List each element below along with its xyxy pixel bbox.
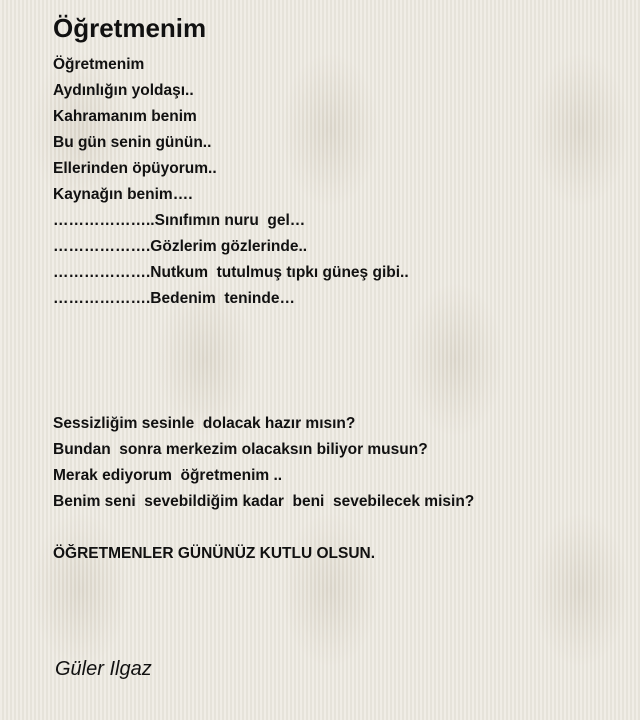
stanza-2 [53, 411, 474, 515]
poem-line: Merak ediyorum öğretmenim .. [53, 467, 283, 484]
stanza-1 [53, 52, 409, 312]
poem-line: Bundan sonra merkezim olacaksın biliyor musun? [53, 441, 428, 458]
poem-line: ………………..Sınıfımın nuru gel… [53, 212, 306, 229]
poem-line: Kahramanım benim [53, 108, 197, 125]
poem-line: ……………….Bedenim teninde… [53, 290, 295, 307]
poem-line: Bu gün senin günün.. [53, 134, 212, 151]
poem-line: Sessizliğim sesinle dolacak hazır mısın? [53, 415, 356, 432]
poem-line: Ellerinden öpüyorum.. [53, 160, 217, 177]
poem-line: Aydınlığın yoldaşı.. [53, 82, 194, 99]
author-signature: Güler Ilgaz [55, 658, 152, 680]
poem-line: Benim seni sevebildiğim kadar beni sevebilecek misin? [53, 493, 475, 510]
poem-title: Öğretmenim [53, 13, 207, 43]
poem-line: Öğretmenim [53, 56, 145, 73]
poem-line: Kaynağın benim…. [53, 186, 193, 203]
closing-line: ÖĞRETMENLER GÜNÜNÜZ KUTLU OLSUN. [53, 545, 376, 562]
poem-line: ……………….Nutkum tutulmuş tıpkı güneş gibi.. [53, 264, 409, 281]
poem-line: ……………….Gözlerim gözlerinde.. [53, 238, 308, 255]
